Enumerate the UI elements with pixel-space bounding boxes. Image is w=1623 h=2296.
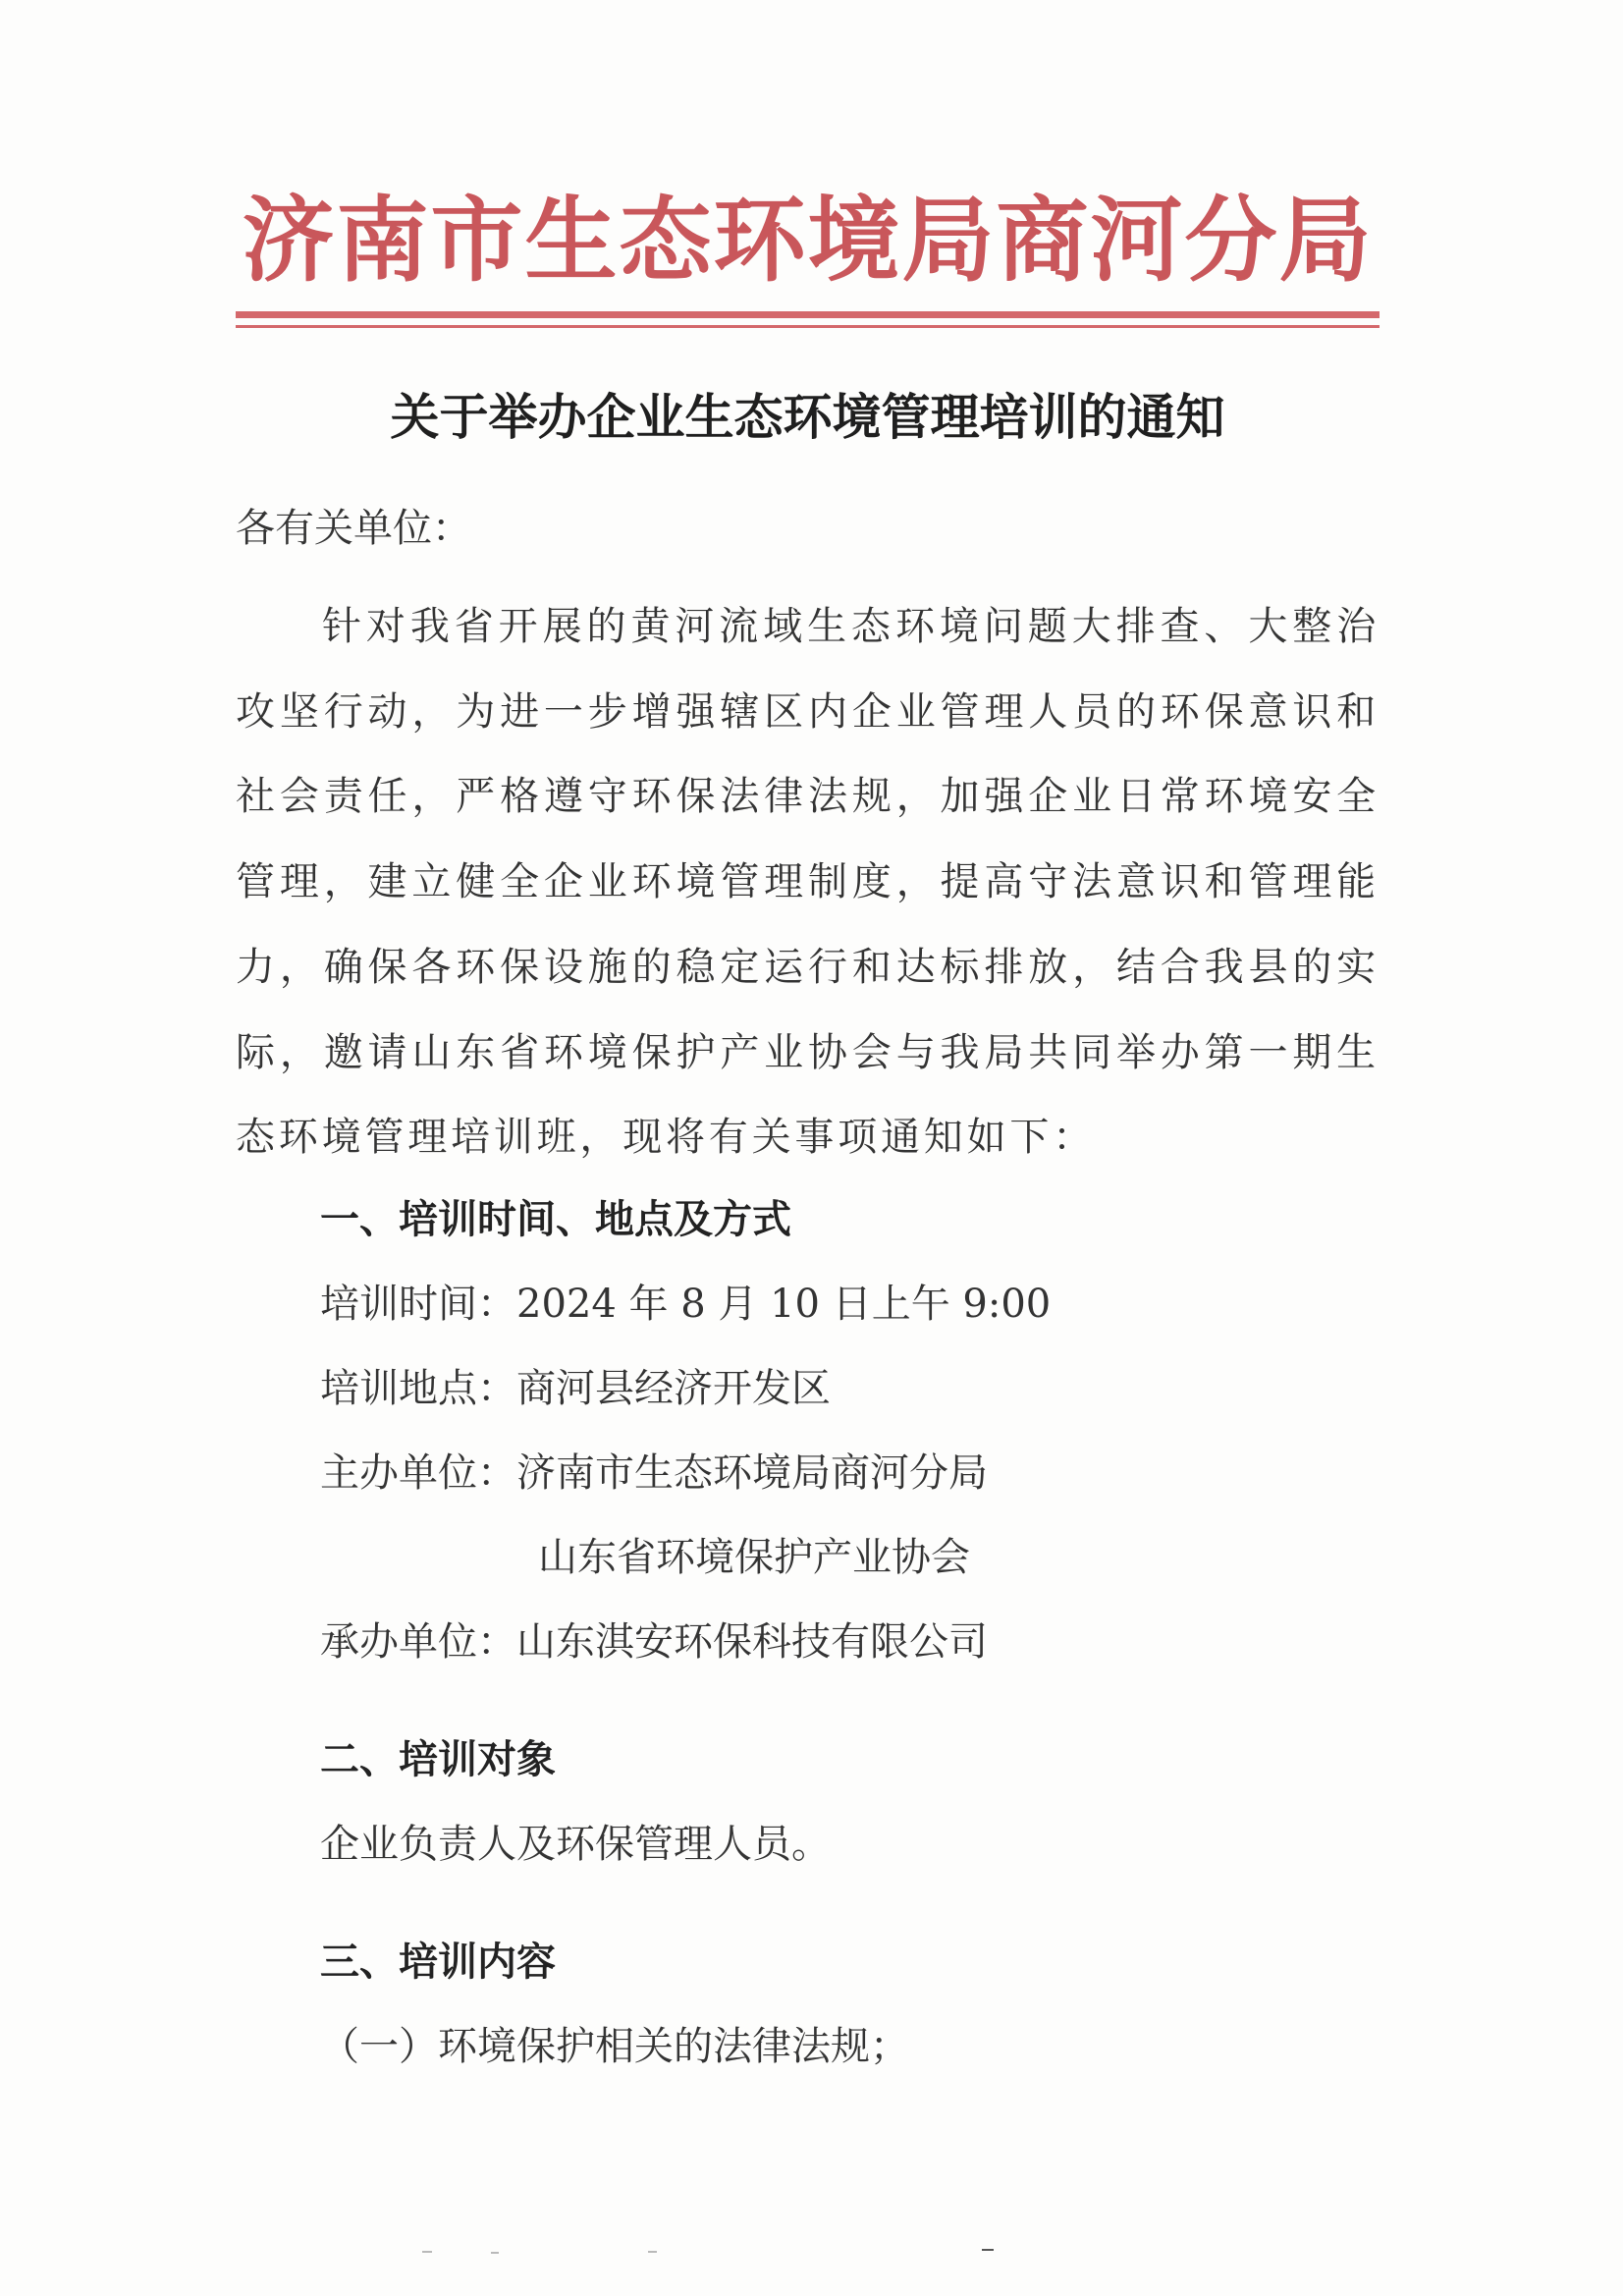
- training-time-row: [320, 1275, 1051, 1334]
- organizer-value: 山东淇安环保科技有限公司: [516, 1619, 988, 1665]
- document-title: 关于举办企业生态环境管理培训的通知: [390, 389, 1225, 446]
- masthead-org-name: 济南市生态环境局商河分局: [242, 187, 1374, 295]
- section3-heading: 三、培训内容: [320, 1940, 556, 1985]
- scan-speck: [982, 2249, 994, 2251]
- masthead-rule-thin: [236, 325, 1380, 328]
- salutation: 各有关单位：: [236, 506, 471, 551]
- organizer-row: [320, 1613, 988, 1671]
- training-time-label: 培训时间：: [320, 1282, 516, 1327]
- section2-body: 企业负责人及环保管理人员。: [320, 1822, 831, 1867]
- scan-speck: [491, 2252, 499, 2254]
- organizer-label: 承办单位：: [320, 1619, 516, 1665]
- intro-paragraph: 针对我省开展的黄河流域生态环境问题大排查、大整治攻坚行动，为进一步增强辖区内企业管理人员的环保意识和社会责任，严格遵守环保法律法规，加强企业日常环境安全管理，建立健全企业环境管理制度，提高守法意识和管理能力，确保各环保设施的稳定运行和达标排放，结合我县的实际，邀请山东省环境保护产业协会与我局共同举办第一期生态环境管理培训班，现将有关事项通知如下：: [236, 604, 1380, 1161]
- host-value-1: 济南市生态环境局商河分局: [516, 1450, 988, 1496]
- section3-item-1: （一）环境保护相关的法律法规；: [320, 2024, 909, 2069]
- scan-speck: [648, 2251, 657, 2253]
- section1-heading: 一、培训时间、地点及方式: [320, 1197, 791, 1242]
- scan-speck: [422, 2251, 432, 2253]
- training-time-value: 2024 年 8 月 10 日上午 9:00: [516, 1282, 1052, 1327]
- host-label: 主办单位：: [320, 1450, 516, 1496]
- masthead-rule-thick: [236, 311, 1380, 318]
- section2-heading: 二、培训对象: [320, 1737, 556, 1782]
- training-place-row: [320, 1359, 831, 1418]
- host-row: [320, 1444, 988, 1503]
- host-value-2: 山东省环境保护产业协会: [538, 1535, 970, 1580]
- training-place-label: 培训地点：: [320, 1366, 516, 1411]
- training-place-value: 商河县经济开发区: [516, 1366, 831, 1411]
